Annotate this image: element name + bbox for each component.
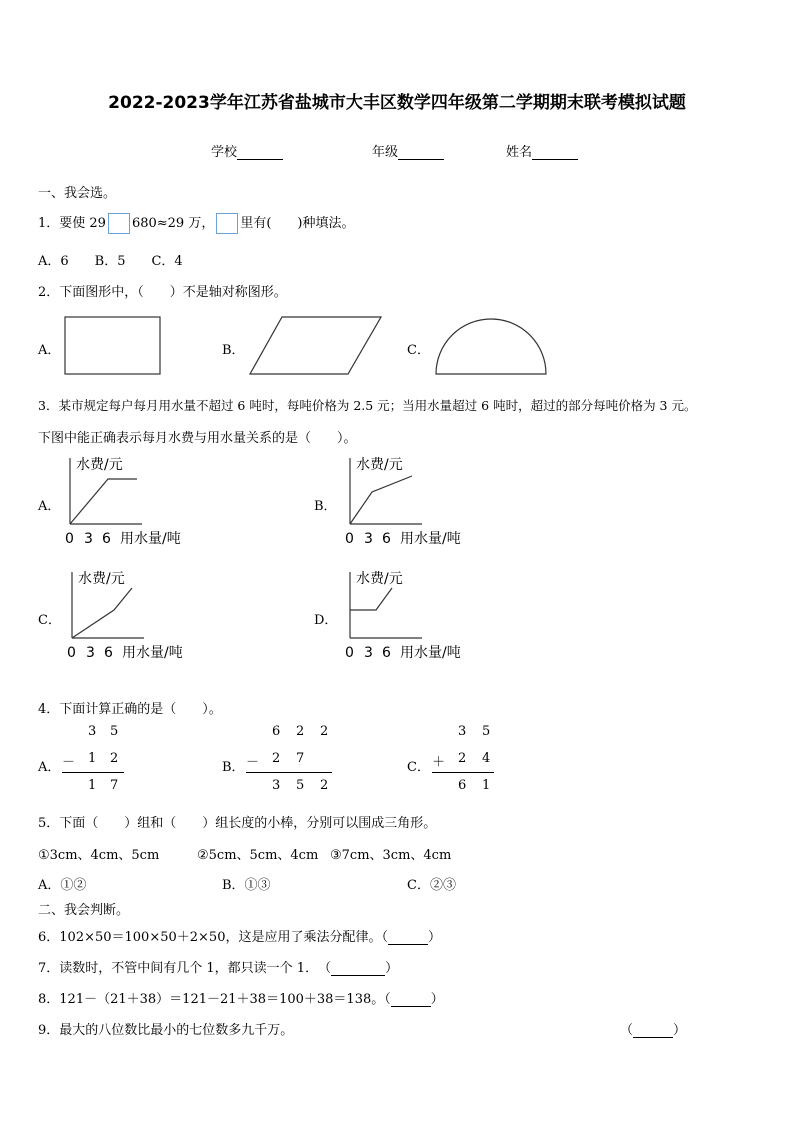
q5-group-1: ①3cm、4cm、5cm [38, 848, 160, 863]
q4c-top-digit: 3 [458, 724, 467, 739]
q6-answer-blank[interactable] [388, 932, 428, 945]
name-blank[interactable] [532, 145, 578, 160]
q2-option-a-label: A． [38, 343, 61, 358]
q4b-top-digit: 6 [272, 724, 281, 739]
q8-text: 8．121－（21＋38）＝121－21＋38＝100＋38＝138。（ [38, 992, 391, 1007]
q9-answer-blank[interactable] [633, 1025, 673, 1038]
q4c-rule [432, 772, 494, 773]
q6-text: 6．102×50＝100×50＋2×50，这是应用了乘法分配律。（ [38, 930, 388, 945]
q4c-mid-digit: 4 [482, 751, 491, 766]
q4c-res-digit: 6 [458, 778, 467, 793]
q4a-rule [62, 772, 124, 773]
q9-open: （ [620, 1023, 634, 1038]
q4-option-a-label: A． [38, 760, 61, 775]
q4b-mid-digit: 7 [296, 751, 305, 766]
question-6 [38, 926, 441, 945]
rectangle-shape [64, 316, 162, 376]
q4c-res-digit: 1 [482, 778, 491, 793]
graph-c-line [72, 588, 132, 638]
name-field [506, 141, 578, 160]
graph-c-tick-6: 6 [104, 645, 113, 661]
q2-option-b-label: B． [222, 343, 245, 358]
name-label: 姓名 [506, 145, 533, 160]
school-field [211, 141, 283, 160]
question-5: 5．下面（ ）组和（ ）组长度的小棒，分别可以围成三角形。 [38, 816, 437, 831]
q4a-mid-digit: 1 [88, 751, 97, 766]
graph-b-tick-3: 3 [364, 531, 373, 547]
q4b-operator: － [246, 755, 260, 770]
grade-blank[interactable] [398, 145, 444, 160]
q7-answer-blank[interactable] [331, 963, 385, 976]
q9-close: ） [673, 1023, 687, 1038]
graph-b [340, 452, 490, 552]
question-3-line-2: 下图中能正确表示每月水费与用水量关系的是（ ）。 [38, 431, 357, 446]
q4a-operator: － [62, 755, 76, 770]
question-4: 4．下面计算正确的是（ ）。 [38, 702, 222, 717]
q4b-top-digit: 2 [296, 724, 305, 739]
graph-d-tick-3: 3 [364, 645, 373, 661]
grade-field [372, 141, 444, 160]
section-2-heading: 二、我会判断。 [38, 903, 130, 918]
q1-box-2[interactable] [216, 213, 238, 234]
q4a-res-digit: 1 [88, 778, 97, 793]
q4b-res-digit: 3 [272, 778, 281, 793]
q5-group-2: ②5cm、5cm、4cm [197, 848, 319, 863]
q8-answer-blank[interactable] [391, 994, 431, 1007]
q5-group-3: ③7cm、3cm、4cm [330, 848, 452, 863]
graph-a-tick-6: 6 [102, 531, 111, 547]
graph-b-ylabel: 水费/元 [356, 457, 403, 473]
q4-calc-b [244, 724, 338, 800]
graph-b-tick-6: 6 [382, 531, 391, 547]
graph-c-xlabel: 用水量/吨 [122, 645, 183, 661]
q9-answer [620, 1019, 686, 1038]
q5-option-a: A．①② [38, 878, 87, 893]
school-label: 学校 [211, 145, 238, 160]
graph-b-tick-0: 0 [345, 531, 354, 547]
graph-a-line [70, 479, 137, 524]
q3-option-b-label: B． [314, 499, 337, 514]
graph-a-tick-0: 0 [65, 531, 74, 547]
graph-c-ylabel: 水费/元 [78, 571, 125, 587]
question-9: 9．最大的八位数比最小的七位数多九千万。 [38, 1023, 294, 1038]
q2-option-c-label: C． [407, 343, 430, 358]
page-title: 2022-2023学年江苏省盐城市大丰区数学四年级第二学期期末联考模拟试题 [108, 93, 686, 113]
parallelogram-shape [248, 316, 384, 376]
q4-option-c-label: C． [407, 760, 430, 775]
graph-d-tick-6: 6 [382, 645, 391, 661]
question-3-line-1: 3．某市规定每户每月用水量不超过 6 吨时，每吨价格为 2.5 元；当用水量超过 6 吨时，超过的部分每吨价格为 3 元。 [38, 398, 697, 413]
grade-label: 年级 [372, 145, 399, 160]
q7-text: 7．读数时，不管中间有几个 1，都只读一个 1． （ [38, 961, 332, 976]
q7-close: ） [385, 961, 399, 976]
graph-d [340, 566, 490, 666]
q4c-mid-digit: 2 [458, 751, 467, 766]
graph-a-ylabel: 水费/元 [76, 457, 123, 473]
semicircle-shape [434, 316, 548, 376]
q4b-res-digit: 2 [320, 778, 329, 793]
q3-option-c-label: C． [38, 613, 61, 628]
q1-text-3: 里有( )种填法。 [240, 216, 355, 231]
graph-c [62, 566, 212, 666]
q3-option-a-label: A． [38, 499, 61, 514]
q5-option-c: C．②③ [407, 878, 456, 893]
q4b-mid-digit: 2 [272, 751, 281, 766]
q6-close: ） [427, 930, 441, 945]
q4b-top-digit: 2 [320, 724, 329, 739]
graph-d-ylabel: 水费/元 [356, 571, 403, 587]
q4-option-b-label: B． [222, 760, 245, 775]
graph-b-line [350, 476, 412, 524]
graph-c-tick-3: 3 [86, 645, 95, 661]
q4a-top-digit: 3 [88, 724, 97, 739]
graph-d-tick-0: 0 [345, 645, 354, 661]
q1-options: A．6 B．5 C．4 [38, 254, 183, 269]
q4b-res-digit: 5 [296, 778, 305, 793]
question-7 [38, 957, 398, 976]
question-8 [38, 988, 444, 1007]
q3-option-d-label: D． [314, 613, 338, 628]
q4a-mid-digit: 2 [110, 751, 119, 766]
q4b-rule [246, 772, 332, 773]
graph-a-xlabel: 用水量/吨 [120, 531, 181, 547]
graph-d-line [350, 588, 392, 610]
q5-option-b: B．①③ [222, 878, 271, 893]
q4-calc-c [430, 724, 500, 800]
graph-a-tick-3: 3 [84, 531, 93, 547]
graph-c-tick-0: 0 [67, 645, 76, 661]
question-2: 2．下面图形中，（ ）不是轴对称图形。 [38, 285, 287, 300]
q8-close: ） [430, 992, 444, 1007]
q1-text-2: 680≈29 万， [131, 216, 215, 231]
q4-calc-a [60, 724, 130, 800]
question-1 [38, 212, 355, 234]
q1-text-1: 1．要使 29 [38, 216, 106, 231]
q4c-top-digit: 5 [482, 724, 491, 739]
q1-box-1[interactable] [108, 213, 130, 234]
q4c-operator: ＋ [432, 755, 446, 770]
graph-b-xlabel: 用水量/吨 [400, 531, 461, 547]
section-1-heading: 一、我会选。 [38, 186, 117, 201]
school-blank[interactable] [237, 145, 283, 160]
graph-d-xlabel: 用水量/吨 [400, 645, 461, 661]
q4a-top-digit: 5 [110, 724, 119, 739]
q4a-res-digit: 7 [110, 778, 119, 793]
graph-a [60, 452, 210, 552]
